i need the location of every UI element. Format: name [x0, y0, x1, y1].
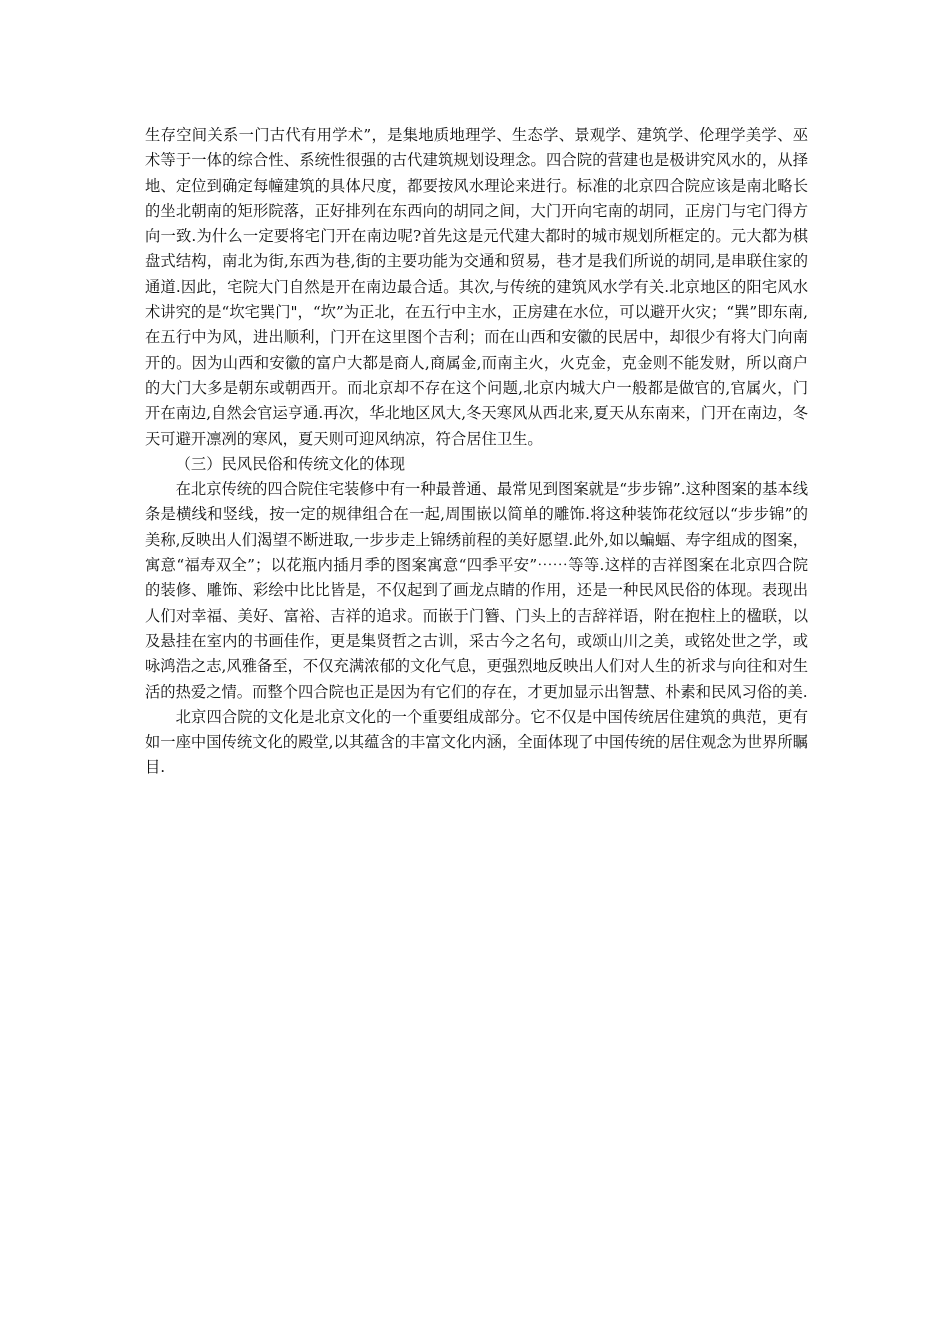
- section-heading-folk-customs: （三）民风民俗和传统文化的体现: [175, 454, 406, 473]
- paragraph-auspicious-patterns: 在北京传统的四合院住宅装修中有一种最普通、最常见到图案就是“步步锦”.这种图案的基本线条是横线和竖线，按一定的规律组合在一起,周围嵌以简单的雕饰.将这种装饰花纹冠以“步步锦”的美称,反映出人们渴望不断进取,一步步走上锦绣前程的美好愿望.此外,如以蝙蝠、寿字组成的图案，寓意“福寿双全”；以花瓶内插月季的图案寓意“四季平安”⋯⋯等等.这样的吉祥图案在北京四合院的装修、雕饰、彩绘中比比皆是，不仅起到了画龙点睛的作用，还是一种民风民俗的体现。表现出人们对幸福、美好、富裕、吉祥的追求。而嵌于门簪、门头上的吉辞祥语，附在抱柱上的楹联，以及悬挂在室内的书画佳作，更是集贤哲之古训，采古今之名句，或颂山川之美，或铭处世之学，或咏鸿浩之志,风雅备至，不仅充满浓郁的文化气息，更强烈地反映出人们对人生的祈求与向往和对生活的热爱之情。而整个四合院也正是因为有它们的存在，才更加显示出智慧、朴素和民风习俗的美.: [145, 480, 808, 701]
- paragraph-feng-shui: 生存空间关系一门古代有用学术”，是集地质地理学、生态学、景观学、建筑学、伦理学美学、巫术等于一体的综合性、系统性很强的古代建筑规划设理念。四合院的营建也是极讲究风水的，从择地、定位到确定每幢建筑的具体尺度，都要按风水理论来进行。标准的北京四合院应该是南北略长的坐北朝南的矩形院落，正好排列在东西向的胡同之间，大门开向宅南的胡同，正房门与宅门得方向一致.为什么一定要将宅门开在南边呢?首先这是元代建大都时的城市规划所框定的。元大都为棋盘式结构，南北为街,东西为巷,街的主要功能为交通和贸易，巷才是我们所说的胡同,是串联住家的通道.因此，宅院大门自然是开在南边最合适。其次,与传统的建筑风水学有关.北京地区的阳宅风水术讲究的是“坎宅巽门"，“坎”为正北，在五行中主水，正房建在水位，可以避开火灾；“巽”即东南,在五行中为风，进出顺利，门开在这里图个吉利；而在山西和安徽的民居中，却很少有将大门向南开的。因为山西和安徽的富户大都是商人,商属金,而南主火，火克金，克金则不能发财，所以商户的大门大多是朝东或朝西开。而北京却不存在这个问题,北京内城大户一般都是做官的,官属火，门开在南边,自然会官运亨通.再次，华北地区风大,冬天寒风从西北来,夏天从东南来，门开在南边，冬天可避开凛冽的寒风，夏天则可迎风纳凉，符合居住卫生。: [145, 126, 808, 448]
- document-page: [145, 123, 808, 781]
- paragraph-conclusion: 北京四合院的文化是北京文化的一个重要组成部分。它不仅是中国传统居住建筑的典范，更有如一座中国传统文化的殿堂,以其蕴含的丰富文化内涵，全面体现了中国传统的居住观念为世界所瞩目.: [145, 707, 808, 777]
